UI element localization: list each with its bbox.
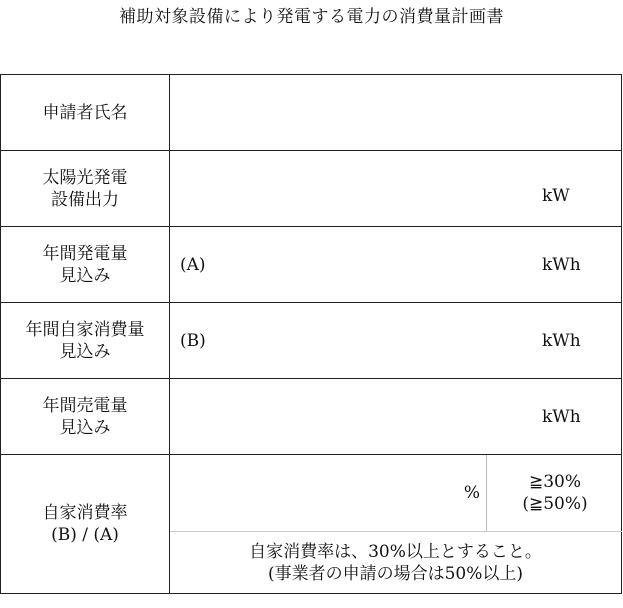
applicant-name-label-text: 申請者氏名 (42, 102, 128, 123)
annual-sold-label (1, 379, 170, 455)
annual-sold-label-line1: 年間売電量 (42, 395, 128, 416)
annual-self-consumption-unit: kWh (542, 330, 581, 351)
consumption-plan-table (0, 74, 622, 594)
row-applicant-name (1, 75, 622, 151)
threshold-50: (≧50%) (522, 494, 588, 514)
solar-output-label-line1: 太陽光発電 (42, 167, 128, 188)
note-line1: 自家消費率は、30%以上とすること。 (249, 541, 542, 562)
self-consumption-note (170, 532, 622, 594)
applicant-name-label (1, 75, 170, 151)
row-annual-sold (1, 379, 622, 455)
annual-self-consumption-label-line1: 年間自家消費量 (25, 319, 145, 340)
annual-self-consumption-label (1, 303, 170, 379)
self-consumption-rate-label-line1: 自家消費率 (42, 503, 128, 523)
percent-sign: % (463, 483, 480, 503)
annual-generation-label-line2: 見込み (59, 265, 111, 286)
threshold-30: ≧30% (528, 472, 582, 492)
annual-self-consumption-prefix: (B) (180, 330, 206, 351)
annual-sold-label-line2: 見込み (59, 417, 111, 438)
page-title: 補助対象設備により発電する電力の消費量計画書 (119, 7, 504, 27)
annual-sold-field[interactable] (170, 379, 622, 455)
annual-generation-prefix: (A) (180, 254, 206, 275)
threshold-box (488, 455, 622, 531)
self-consumption-rate-field[interactable] (170, 455, 487, 531)
self-consumption-rate-label (1, 455, 170, 594)
annual-self-consumption-label-line2: 見込み (59, 341, 111, 362)
self-consumption-rate-cell (170, 455, 622, 532)
row-annual-generation (1, 227, 622, 303)
annual-self-consumption-field[interactable] (170, 303, 622, 379)
annual-generation-label-line1: 年間発電量 (42, 243, 128, 264)
solar-output-unit: kW (542, 186, 570, 206)
solar-output-field[interactable] (170, 151, 622, 227)
solar-output-label (1, 151, 170, 227)
applicant-name-field[interactable] (170, 75, 622, 151)
row-annual-self-consumption (1, 303, 622, 379)
annual-generation-label (1, 227, 170, 303)
annual-generation-unit: kWh (542, 254, 581, 275)
row-solar-output (1, 151, 622, 227)
solar-output-label-line2: 設備出力 (51, 189, 119, 210)
self-consumption-rate-formula: (B) / (A) (51, 525, 119, 545)
row-self-consumption-rate (1, 455, 622, 532)
annual-sold-unit: kWh (542, 406, 581, 427)
annual-generation-field[interactable] (170, 227, 622, 303)
note-line2: (事業者の申請の場合は50%以上) (267, 563, 524, 584)
